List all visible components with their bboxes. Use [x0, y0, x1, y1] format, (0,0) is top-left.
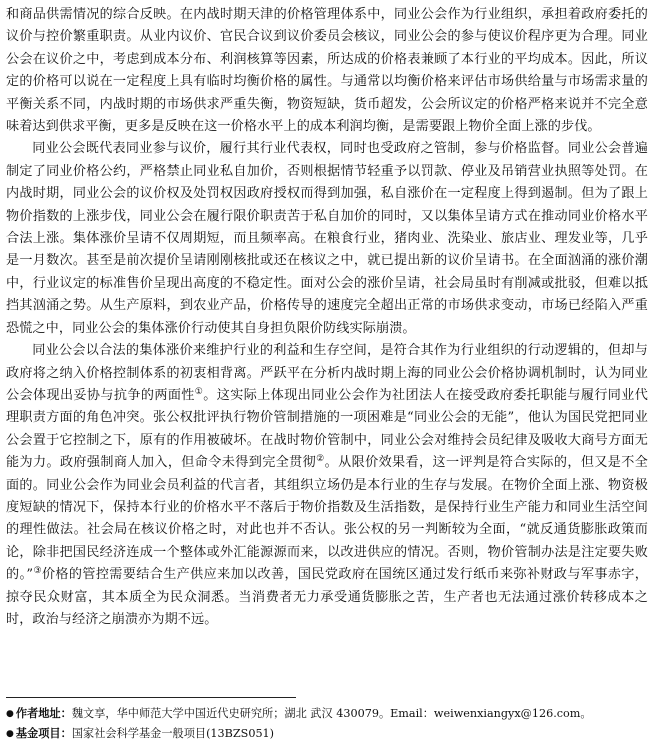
bullet-icon: ●: [6, 729, 14, 739]
paragraph-3-text-b: 。这实际上体现出同业公会作为社团法人在接受政府委托职能与履行同业代理职责方面的角色冲突。张公权批评执行物价管制措施的一项困难是“同业公会的无能”，他认为国民党把同业公会置于它控制之下，原有的作用被破坏。在战时物价管制中，同业公会对维持会员纪律及吸收大商号方面无能为力。政府强制商人加入，但命令未得到完全贯彻: [6, 387, 648, 471]
paragraph-1: 和商品供需情况的综合反映。在内战时期天津的价格管理体系中，同业公会作为行业组织，承担着政府委托的议价与控价繁重职责。从业内议价、官民合议到议价委员会核议，同业公会的参与使议价程序更为合理。同业公会在议价之中，考虑到成本分布、利润核算等因素，所达成的价格表兼顾了本行业的平均成本。因此，所议定的价格可以说在一定程度上具有临时均衡价格的属性。与通常以均衡价格来评估市场供给量与市场需求量的平衡关系不同，内战时期的市场供求严重失衡，物资短缺，货币超发，公会所议定的价格严格来说并不完全意味着达到供求平衡，更多是反映在这一价格水平上的成本利润均衡，是需要跟上物价全面上涨的步伐。: [6, 7, 648, 135]
fund-text: 国家社会科学基金一般项目(13BZS051): [71, 727, 275, 740]
paragraph-3-text-a: 同业公会以合法的集体涨价来维护行业的利益和生存空间，是符合其作为行业组织的行动逻辑的，但却与政府将之纳入价格控制体系的初衷相背离。严跃平在分析内战时期上海的同业公会价格协调机制时，认为同业公会体现出妥协与抗争的两面性: [6, 343, 648, 403]
paragraph-3-text-d: 价格的管控需要结合生产供应来加以改善，国民党政府在国统区通过发行纸币来弥补财政与军事赤字，掠夺民众财富，其本质全为民众洞悉。当消费者无力承受通货膨胀之苦，生产者也无法通过涨价转移成本之时，政治与经济之崩溃亦为期不远。: [6, 567, 648, 627]
article-body: [6, 4, 648, 631]
author-address: 魏文享，华中师范大学中国近代史研究所；湖北 武汉 430079。Email：weiwenxiangyx@126.com。: [71, 707, 592, 720]
fund-label: 基金项目：: [15, 726, 72, 740]
fund-note: [6, 724, 646, 744]
author-label: 作者地址：: [15, 706, 72, 720]
author-note: [6, 704, 646, 724]
footnote-divider: [6, 697, 296, 698]
footnote-ref-1: ①: [194, 386, 204, 397]
paragraph-2: 同业公会既代表同业参与议价，履行其行业代表权，同时也受政府之管制，参与价格监督。同业公会普遍制定了同业价格公约，严格禁止同业私自加价，否则根据情节轻重予以罚款、停业及吊销营业执照等处罚。在内战时期，同业公会的议价权及处罚权因政府授权而得到加强，私自涨价在一定程度上得到遏制。但为了跟上物价指数的上涨步伐，同业公会在履行限价职责苦于私自加价的同时，又以集体呈请方式在推动同业价格水平合法上涨。集体涨价呈请不仅周期短，而且频率高。在粮食行业，猪肉业、洗染业、旅店业、理发业等，几乎是一月数次。甚至是前次提价呈请刚刚核批或还在核议之中，就已提出新的议价呈请书。在全面汹涌的涨价潮中，行业议定的标准售价呈现出高度的不稳定性。面对公会的涨价呈请，社会局虽时有削减或批驳，但难以抵挡其汹涌之势。从生产原料，到农业产品，价格传导的速度完全超出正常的市场供求变动，市场已经陷入严重恐慌之中，同业公会的集体涨价行动使其自身担负限价防线实际崩溃。: [6, 141, 648, 336]
footnote-ref-3: ③: [33, 566, 42, 577]
paragraph-3-text-c: 。从限价效果看，这一评判是符合实际的，但又是不全面的。同业公会作为同业会员利益的代言者，其组织立场仍是本行业的生存与发展。在物价全面上涨、物资极度短缺的情况下，保持本行业的价格水平不落后于物价指数及生活指数，是保持行业生产能力和同业生活空间的理性做法。社会局在核议价格之时，对此也并不否认。张公权的另一判断较为全面，“就反通货膨胀政策而论，除非把国民经济连成一个整体或外汇能源源而来，以改进供应的情况。否则，物价管制办法是注定要失败的。”: [6, 455, 648, 583]
bullet-icon: ●: [6, 709, 14, 719]
footnotes: [6, 704, 646, 744]
paragraph-3: [6, 340, 648, 631]
footnote-ref-2: ②: [316, 454, 325, 465]
